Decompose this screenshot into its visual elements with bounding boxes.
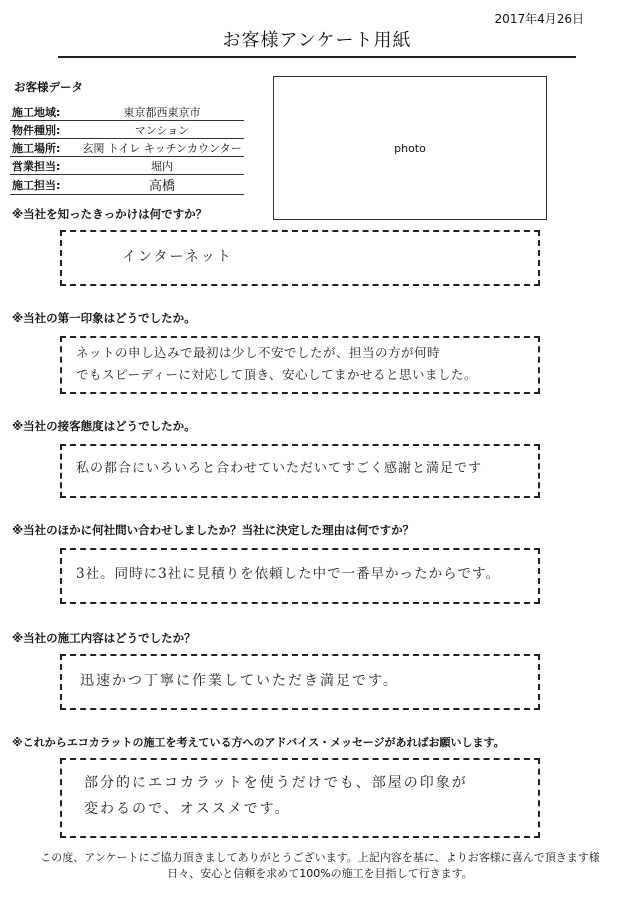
customer-data-heading: お客様データ	[14, 80, 83, 94]
answer-box-2	[60, 336, 540, 394]
row-label-property-type: 物件種別:	[10, 121, 80, 139]
photo-placeholder	[273, 76, 547, 220]
question-5: ※当社の施工内容はどうでしたか？	[12, 631, 196, 645]
footer-message	[20, 850, 620, 882]
table-row	[10, 139, 244, 157]
row-value-area: 東京都西東京市	[80, 103, 244, 121]
row-value-property-type: マンション	[80, 121, 244, 139]
question-1: ※当社を知ったきっかけは何ですか？	[12, 207, 208, 221]
row-label-sales-rep: 営業担当:	[10, 157, 80, 175]
answer-2-line-1: ネットの申し込みで最初は少し不安でしたが、担当の方が何時	[76, 345, 441, 360]
table-row	[10, 121, 244, 139]
answer-1-line-1: インターネット	[122, 249, 233, 265]
row-label-area: 施工地域:	[10, 103, 80, 121]
answer-2-line-2: でもスピーディーに対応して頂き、安心してまかせると思いました。	[76, 367, 478, 382]
answer-3-line-1: 私の都合にいろいろと合わせていただいてすごく感謝と満足です	[76, 461, 483, 476]
answer-4-line-1: 3社。同時に3社に見積りを依頼した中で一番早かったからです。	[76, 566, 500, 582]
row-value-location: 玄関 トイレ キッチンカウンター	[80, 139, 244, 157]
question-6: ※これからエコカラットの施工を考えている方へのアドバイス・メッセージがあればお願いします。	[12, 736, 505, 749]
photo-label: photo	[394, 141, 426, 155]
answer-5-line-1: 迅速かつ丁寧に作業していただき満足です。	[80, 673, 399, 689]
footer-line-2: 日々、安心と信頼を求めて100%の施工を目指して行きます。	[167, 867, 473, 880]
question-3: ※当社の接客態度はどうでしたか。	[12, 419, 196, 433]
row-value-sales-rep: 堀内	[80, 157, 244, 175]
answer-box-3	[60, 444, 540, 498]
question-2: ※当社の第一印象はどうでしたか。	[12, 311, 196, 325]
row-value-installer: 高橋	[80, 175, 244, 195]
answer-box-4	[60, 548, 540, 604]
row-label-location: 施工場所:	[10, 139, 80, 157]
footer-line-1: この度、アンケートにご協力頂きましてありがとうございます。上記内容を基に、よりお客様に喜んで頂きます様	[40, 851, 600, 864]
table-row	[10, 175, 244, 195]
table-row	[10, 103, 244, 121]
answer-box-5	[60, 654, 540, 710]
table-row	[10, 157, 244, 175]
answer-box-1	[60, 230, 540, 286]
customer-data-table	[10, 103, 244, 195]
answer-box-6	[60, 758, 540, 838]
survey-date: 2017年4月26日	[494, 12, 584, 26]
page-title: お客様アンケート用紙	[58, 26, 576, 58]
row-label-installer: 施工担当:	[10, 175, 80, 195]
answer-6-line-1: 部分的にエコカラットを使うだけでも、部屋の印象が	[84, 775, 468, 791]
answer-6-line-2: 変わるので、オススメです。	[84, 801, 291, 817]
question-4: ※当社のほかに何社問い合わせしましたか？当社に決定した理由は何ですか？	[12, 523, 415, 537]
